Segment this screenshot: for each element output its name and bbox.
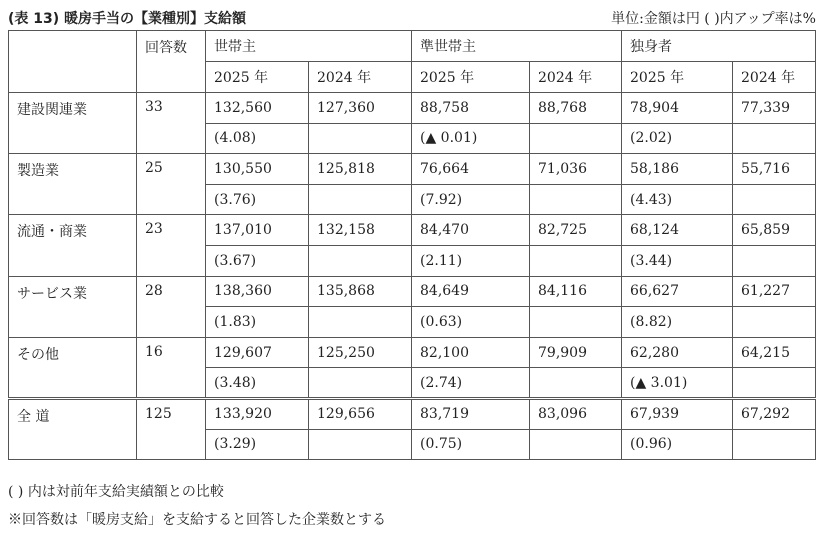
- amount-cell: 64,215: [733, 337, 816, 368]
- amount-cell: 76,664: [412, 154, 530, 185]
- footnote-respondents: ※回答数は「暖房支給」を支給すると回答した企業数とする: [8, 512, 386, 528]
- rate-cell: [530, 184, 622, 215]
- amount-cell: 133,920: [206, 398, 309, 429]
- amount-cell: 125,250: [309, 337, 412, 368]
- rate-cell: [733, 307, 816, 338]
- header-row-groups: [9, 31, 816, 62]
- industry-name: 製造業: [9, 154, 137, 215]
- amount-cell: 58,186: [622, 154, 733, 185]
- industry-name: 流通・商業: [9, 215, 137, 276]
- amount-cell: 67,292: [733, 398, 816, 429]
- rate-cell: (4.43): [622, 184, 733, 215]
- industry-row: [9, 276, 816, 307]
- rate-cell: [530, 307, 622, 338]
- amount-cell: 83,096: [530, 398, 622, 429]
- industry-row: [9, 93, 816, 124]
- amount-cell: 84,470: [412, 215, 530, 246]
- rate-cell: (8.82): [622, 307, 733, 338]
- amount-cell: 71,036: [530, 154, 622, 185]
- title-row: [8, 6, 818, 30]
- rate-cell: [530, 123, 622, 154]
- industry-name: サービス業: [9, 276, 137, 337]
- rate-cell: (2.74): [412, 368, 530, 399]
- respondent-count: 23: [137, 215, 206, 276]
- rate-cell: (1.83): [206, 307, 309, 338]
- header-year: 2024 年: [733, 62, 816, 93]
- amount-cell: 65,859: [733, 215, 816, 246]
- rate-cell: (7.92): [412, 184, 530, 215]
- rate-cell: [530, 368, 622, 399]
- rate-cell: (0.63): [412, 307, 530, 338]
- rate-cell: [309, 429, 412, 460]
- rate-cell: [309, 184, 412, 215]
- rate-cell: (▲ 0.01): [412, 123, 530, 154]
- rate-cell: (3.48): [206, 368, 309, 399]
- amount-cell: 129,607: [206, 337, 309, 368]
- allowance-table: [8, 30, 816, 460]
- rate-cell: [733, 245, 816, 276]
- industry-row: [9, 337, 816, 368]
- footnote-comparison: ( ) 内は対前年支給実績額との比較: [8, 484, 224, 500]
- rate-cell: (3.29): [206, 429, 309, 460]
- rate-cell: [733, 429, 816, 460]
- amount-cell: 137,010: [206, 215, 309, 246]
- rate-cell: (3.76): [206, 184, 309, 215]
- total-row: [9, 398, 816, 429]
- amount-cell: 84,116: [530, 276, 622, 307]
- rate-cell: [733, 368, 816, 399]
- rate-cell: (4.08): [206, 123, 309, 154]
- rate-cell: [309, 307, 412, 338]
- rate-cell: [530, 429, 622, 460]
- amount-cell: 132,560: [206, 93, 309, 124]
- amount-cell: 67,939: [622, 398, 733, 429]
- rate-cell: (0.75): [412, 429, 530, 460]
- amount-cell: 82,725: [530, 215, 622, 246]
- industry-row: [9, 154, 816, 185]
- amount-cell: 62,280: [622, 337, 733, 368]
- amount-cell: 79,909: [530, 337, 622, 368]
- amount-cell: 127,360: [309, 93, 412, 124]
- rate-cell: [733, 184, 816, 215]
- respondent-count: 16: [137, 337, 206, 398]
- amount-cell: 82,100: [412, 337, 530, 368]
- amount-cell: 135,868: [309, 276, 412, 307]
- amount-cell: 78,904: [622, 93, 733, 124]
- amount-cell: 132,158: [309, 215, 412, 246]
- industry-row: [9, 215, 816, 246]
- header-year: 2024 年: [309, 62, 412, 93]
- respondent-count: 25: [137, 154, 206, 215]
- unit-note: 単位:金額は円 ( )内アップ率は%: [611, 11, 816, 27]
- amount-cell: 84,649: [412, 276, 530, 307]
- footnotes: [8, 478, 386, 534]
- table-title: (表 13) 暖房手当の【業種別】支給額: [8, 11, 247, 27]
- respondent-count: 28: [137, 276, 206, 337]
- rate-cell: [309, 368, 412, 399]
- header-industry: [9, 31, 137, 93]
- header-year: 2025 年: [412, 62, 530, 93]
- header-year: 2025 年: [622, 62, 733, 93]
- rate-cell: (2.11): [412, 245, 530, 276]
- respondent-count: 125: [137, 398, 206, 459]
- rate-cell: (▲ 3.01): [622, 368, 733, 399]
- industry-name: 建設関連業: [9, 93, 137, 154]
- header-group-semi-householder: 準世帯主: [412, 31, 622, 62]
- industry-name: 全 道: [9, 398, 137, 459]
- header-count: 回答数: [137, 31, 206, 93]
- amount-cell: 61,227: [733, 276, 816, 307]
- rate-cell: [733, 123, 816, 154]
- amount-cell: 88,768: [530, 93, 622, 124]
- amount-cell: 88,758: [412, 93, 530, 124]
- rate-cell: [530, 245, 622, 276]
- header-year: 2025 年: [206, 62, 309, 93]
- header-year: 2024 年: [530, 62, 622, 93]
- rate-cell: (2.02): [622, 123, 733, 154]
- rate-cell: (0.96): [622, 429, 733, 460]
- amount-cell: 130,550: [206, 154, 309, 185]
- amount-cell: 68,124: [622, 215, 733, 246]
- header-group-householder: 世帯主: [206, 31, 412, 62]
- amount-cell: 66,627: [622, 276, 733, 307]
- rate-cell: (3.44): [622, 245, 733, 276]
- amount-cell: 138,360: [206, 276, 309, 307]
- rate-cell: [309, 123, 412, 154]
- amount-cell: 83,719: [412, 398, 530, 429]
- amount-cell: 77,339: [733, 93, 816, 124]
- amount-cell: 125,818: [309, 154, 412, 185]
- amount-cell: 129,656: [309, 398, 412, 429]
- industry-name: その他: [9, 337, 137, 398]
- rate-cell: (3.67): [206, 245, 309, 276]
- header-group-single: 独身者: [622, 31, 816, 62]
- respondent-count: 33: [137, 93, 206, 154]
- rate-cell: [309, 245, 412, 276]
- amount-cell: 55,716: [733, 154, 816, 185]
